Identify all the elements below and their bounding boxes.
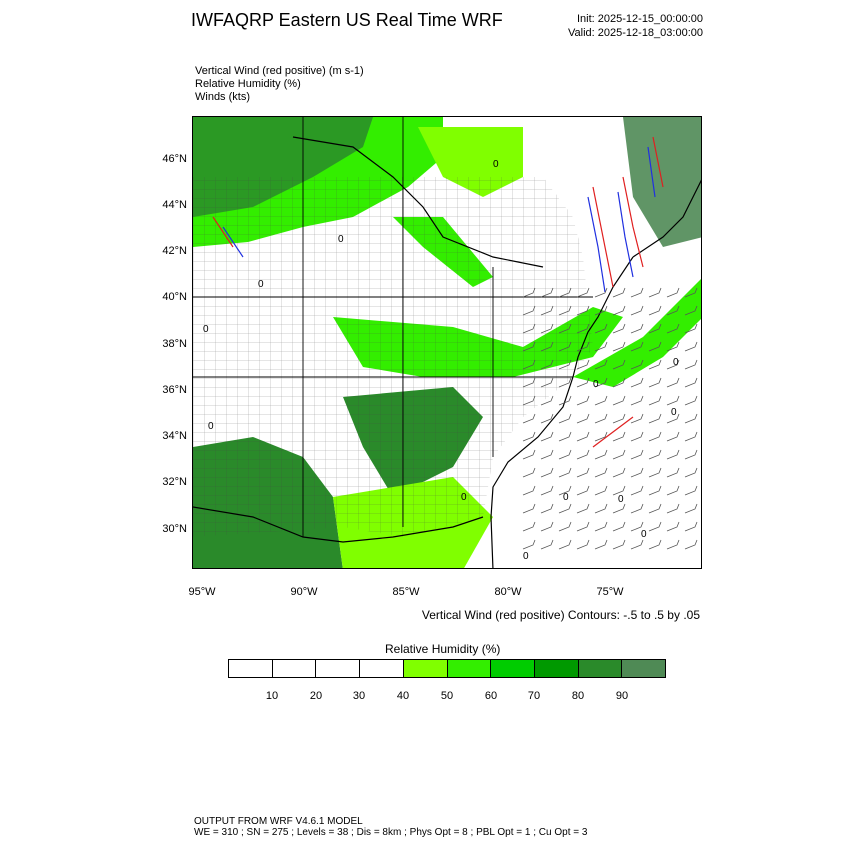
colorbar-label: 20: [309, 690, 323, 702]
wind-barb: [649, 468, 661, 477]
wind-barb: [559, 522, 571, 531]
field-winds: Winds (kts): [195, 91, 250, 103]
wind-barb: [685, 414, 697, 423]
colorbar-label: 50: [440, 690, 454, 702]
wind-barb: [685, 360, 697, 369]
footer-config: WE = 310 ; SN = 275 ; Levels = 38 ; Dis = 8km ; Phys Opt = 8 ; PBL Opt = 1 ; Cu Opt = 3: [194, 827, 588, 838]
wind-barb: [631, 414, 643, 423]
wind-barb: [685, 504, 697, 513]
wind-barb: [613, 288, 625, 297]
wind-barb: [577, 540, 589, 549]
contour-label: 0: [493, 159, 499, 170]
wind-barb: [631, 450, 643, 459]
wind-barb: [559, 432, 571, 441]
wind-barb: [685, 450, 697, 459]
wind-barb: [595, 432, 607, 441]
wind-barb: [685, 486, 697, 495]
lat-label: 38°N: [162, 338, 187, 350]
colorbar-label: 40: [396, 690, 410, 702]
colorbar-swatch: [622, 660, 665, 677]
colorbar-label: 60: [484, 690, 498, 702]
model-footer: [194, 816, 587, 838]
wind-barb: [613, 306, 625, 315]
wind-barb: [523, 450, 535, 459]
wind-barb: [685, 396, 697, 405]
wind-barb: [541, 468, 553, 477]
colorbar-swatch: [404, 660, 448, 677]
wind-barb: [613, 522, 625, 531]
wind-barb: [523, 504, 535, 513]
wind-barb: [649, 378, 661, 387]
wind-barb: [667, 486, 679, 495]
init-time: Init: 2025-12-15_00:00:00: [577, 13, 703, 25]
lon-label: 90°W: [290, 586, 318, 598]
field-list: [195, 65, 364, 104]
wind-barb: [595, 486, 607, 495]
wind-barb: [595, 288, 607, 297]
wind-barb: [595, 522, 607, 531]
colorbar-swatch: [316, 660, 360, 677]
colorbar-swatch: [535, 660, 579, 677]
wind-barb: [631, 306, 643, 315]
wind-barb: [595, 450, 607, 459]
wind-barb: [631, 432, 643, 441]
colorbar-swatch: [273, 660, 317, 677]
wind-barb: [685, 432, 697, 441]
contour-label: 0: [593, 379, 599, 390]
wind-barb: [649, 540, 661, 549]
wind-barb: [667, 468, 679, 477]
lat-label: 32°N: [162, 476, 187, 488]
contour-label: 0: [641, 529, 647, 540]
wind-barb: [649, 450, 661, 459]
colorbar-title: Relative Humidity (%): [385, 642, 501, 656]
wind-barb: [541, 432, 553, 441]
valid-time: Valid: 2025-12-18_03:00:00: [568, 27, 703, 39]
colorbar-swatch: [491, 660, 535, 677]
contour-label: 0: [618, 494, 624, 505]
wind-barb: [577, 432, 589, 441]
wind-barb: [685, 522, 697, 531]
lat-label: 36°N: [162, 384, 187, 396]
colorbar-label: 90: [615, 690, 629, 702]
wind-barb: [613, 432, 625, 441]
wind-barb: [631, 504, 643, 513]
wind-barb: [649, 306, 661, 315]
contour-label: 0: [203, 324, 209, 335]
wind-barb: [649, 414, 661, 423]
wind-barb: [577, 450, 589, 459]
wind-barb: [595, 540, 607, 549]
wind-barb: [595, 504, 607, 513]
wind-barb: [631, 324, 643, 333]
wind-barb: [541, 522, 553, 531]
colorbar-swatch: [229, 660, 273, 677]
wind-barb: [577, 486, 589, 495]
colorbar-label: 10: [265, 690, 279, 702]
map-title: IWFAQRP Eastern US Real Time WRF: [191, 10, 503, 30]
wind-barb: [667, 522, 679, 531]
wind-barb: [595, 468, 607, 477]
colorbar-label: 30: [352, 690, 366, 702]
wind-barb: [613, 540, 625, 549]
wind-barb: [667, 504, 679, 513]
wind-barb: [577, 504, 589, 513]
contour-label: 0: [338, 234, 344, 245]
wind-barb: [613, 468, 625, 477]
wind-barb: [631, 468, 643, 477]
contour-label: 0: [461, 492, 467, 503]
wind-barb: [613, 450, 625, 459]
wind-barb: [631, 288, 643, 297]
wind-barb: [613, 504, 625, 513]
wind-barb: [685, 342, 697, 351]
colorbar-swatch: [579, 660, 623, 677]
wind-barb: [577, 522, 589, 531]
wind-barb: [667, 288, 679, 297]
wind-barb: [631, 486, 643, 495]
vw-negative-2: [618, 192, 633, 277]
lon-label: 85°W: [392, 586, 420, 598]
wind-barb: [523, 468, 535, 477]
wind-barb: [559, 540, 571, 549]
wind-barb: [649, 486, 661, 495]
contour-label: 0: [563, 492, 569, 503]
wind-barb: [631, 396, 643, 405]
wind-barb: [559, 468, 571, 477]
lon-label: 95°W: [188, 586, 216, 598]
vw-negative-1: [588, 197, 605, 292]
wind-barb: [667, 450, 679, 459]
wind-barb: [577, 414, 589, 423]
wind-barb: [577, 468, 589, 477]
wind-barb: [631, 540, 643, 549]
lat-label: 30°N: [162, 523, 187, 535]
wind-barb: [595, 414, 607, 423]
colorbar-swatch: [360, 660, 404, 677]
field-relative-humidity: Relative Humidity (%): [195, 78, 301, 90]
wind-barb: [667, 540, 679, 549]
map-canvas: [193, 117, 702, 569]
contour-label: 0: [523, 551, 529, 562]
wind-barb: [631, 378, 643, 387]
wind-barb: [541, 504, 553, 513]
wind-barb: [523, 540, 535, 549]
footer-model: OUTPUT FROM WRF V4.6.1 MODEL: [194, 816, 363, 827]
wind-barb: [541, 540, 553, 549]
humidity-colorbar: [228, 659, 666, 678]
weather-map: [192, 116, 702, 569]
contour-note: Vertical Wind (red positive) Contours: -.5 to .5 by .05: [421, 608, 700, 622]
wind-barb: [649, 522, 661, 531]
wind-barb: [667, 378, 679, 387]
lat-label: 34°N: [162, 430, 187, 442]
field-vertical-wind: Vertical Wind (red positive) (m s-1): [195, 65, 364, 77]
lat-label: 40°N: [162, 291, 187, 303]
wind-barb: [577, 396, 589, 405]
colorbar-label: 70: [527, 690, 541, 702]
wind-barb: [523, 432, 535, 441]
lon-label: 75°W: [596, 586, 624, 598]
colorbar-swatch: [448, 660, 492, 677]
wind-barb: [667, 432, 679, 441]
wind-barb: [685, 540, 697, 549]
colorbar-label: 80: [571, 690, 585, 702]
wind-barb: [559, 504, 571, 513]
lat-label: 44°N: [162, 199, 187, 211]
lon-label: 80°W: [494, 586, 522, 598]
wind-barb: [649, 396, 661, 405]
contour-label: 0: [258, 279, 264, 290]
wind-barb: [649, 504, 661, 513]
wind-barb: [649, 432, 661, 441]
wind-barb: [523, 522, 535, 531]
county-lines: [193, 177, 593, 537]
contour-label: 0: [671, 407, 677, 418]
wind-barb: [541, 486, 553, 495]
lat-label: 42°N: [162, 245, 187, 257]
wind-barb: [559, 450, 571, 459]
wind-barb: [523, 486, 535, 495]
wind-barb: [685, 468, 697, 477]
wind-barb: [595, 396, 607, 405]
wind-barb: [613, 414, 625, 423]
lat-label: 46°N: [162, 153, 187, 165]
wind-barb: [685, 378, 697, 387]
contour-label: 0: [673, 357, 679, 368]
wind-barb: [541, 450, 553, 459]
wind-barb: [649, 288, 661, 297]
wind-barb: [559, 414, 571, 423]
contour-label: 0: [208, 421, 214, 432]
wind-barb: [667, 396, 679, 405]
wind-barb: [613, 396, 625, 405]
